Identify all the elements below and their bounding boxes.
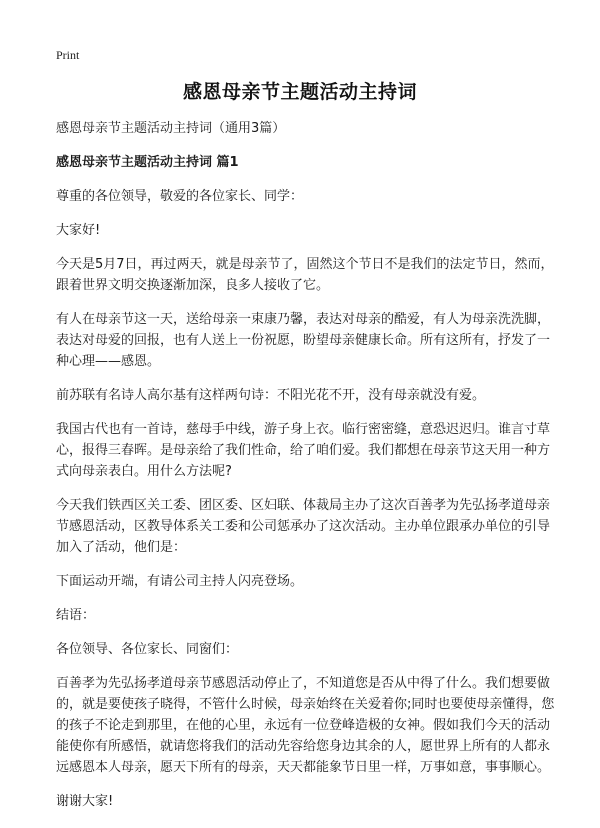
paragraph: 今天是5月7日，再过两天，就是母亲节了，固然这个节日不是我们的法定节日，然而，跟着世界文明交换逐渐加深，良多人接收了它。 [56,257,554,293]
paragraph: 今天我们铁西区关工委、团区委、区妇联、体裁局主办了这次百善孝为先弘扬孝道母亲节感恩活动，区教导体系关工委和公司惩承办了这次活动。主办单位跟承办单位的引导加入了活动，他们是： [56,498,551,555]
paragraph-salutation: 尊重的各位领导，敬爱的各位家长、同学： [56,189,304,204]
article-subtitle: 感恩母亲节主题活动主持词（通用3篇） [56,121,286,136]
paragraph: 我国古代也有一首诗，慈母手中线，游子身上衣。临行密密缝，意恐迟迟归。谁言寸草心，报得三春晖。是母亲给了我们性命，给了咱们爱。我们都想在母亲节这天用一种方式向母亲表白。用什么方法呢? [56,422,551,479]
paragraph: 有人在母亲节这一天，送给母亲一束康乃馨，表达对母亲的酷爱，有人为母亲洗洗脚，表达对母爱的回报，也有人送上一份祝愿，盼望母亲健康长命。所有这所有，抒发了一种心理——感恩。 [56,312,551,369]
print-link[interactable]: Print [56,48,80,62]
paragraph: 下面运动开端，有请公司主持人闪亮登场。 [56,574,304,589]
page-title: 感恩母亲节主题活动主持词 [182,81,417,103]
paragraph-greeting: 大家好! [56,223,101,238]
paragraph-conclusion-label: 结语： [56,608,96,623]
section-heading: 感恩母亲节主题活动主持词 篇1 [56,155,239,170]
paragraph: 百善孝为先弘扬孝道母亲节感恩活动停止了，不知道您是否从中得了什么。我们想要做的，就是要使孩子晓得，不管什么时候，母亲始终在关爱着你;同时也要使母亲懂得，您的孩子不论走到那里，在他的心里，永远有一位登峰造极的女神。假如我们今天的活动能使你有所感悟，就请您将我们的活动先容给您身边其余的人，愿世界上所有的人都永远感恩本人母亲，愿天下所有的母亲，天天都能象节日里一样，万事如意，事事顺心。 [56,676,555,775]
paragraph: 前苏联有名诗人高尔基有这样两句诗：不阳光花不开，没有母亲就没有爱。 [56,388,486,403]
paragraph-thanks: 谢谢大家! [56,794,114,809]
article-body [56,118,556,825]
paragraph-salutation-closing: 各位领导、各位家长、同窗们： [56,642,239,657]
